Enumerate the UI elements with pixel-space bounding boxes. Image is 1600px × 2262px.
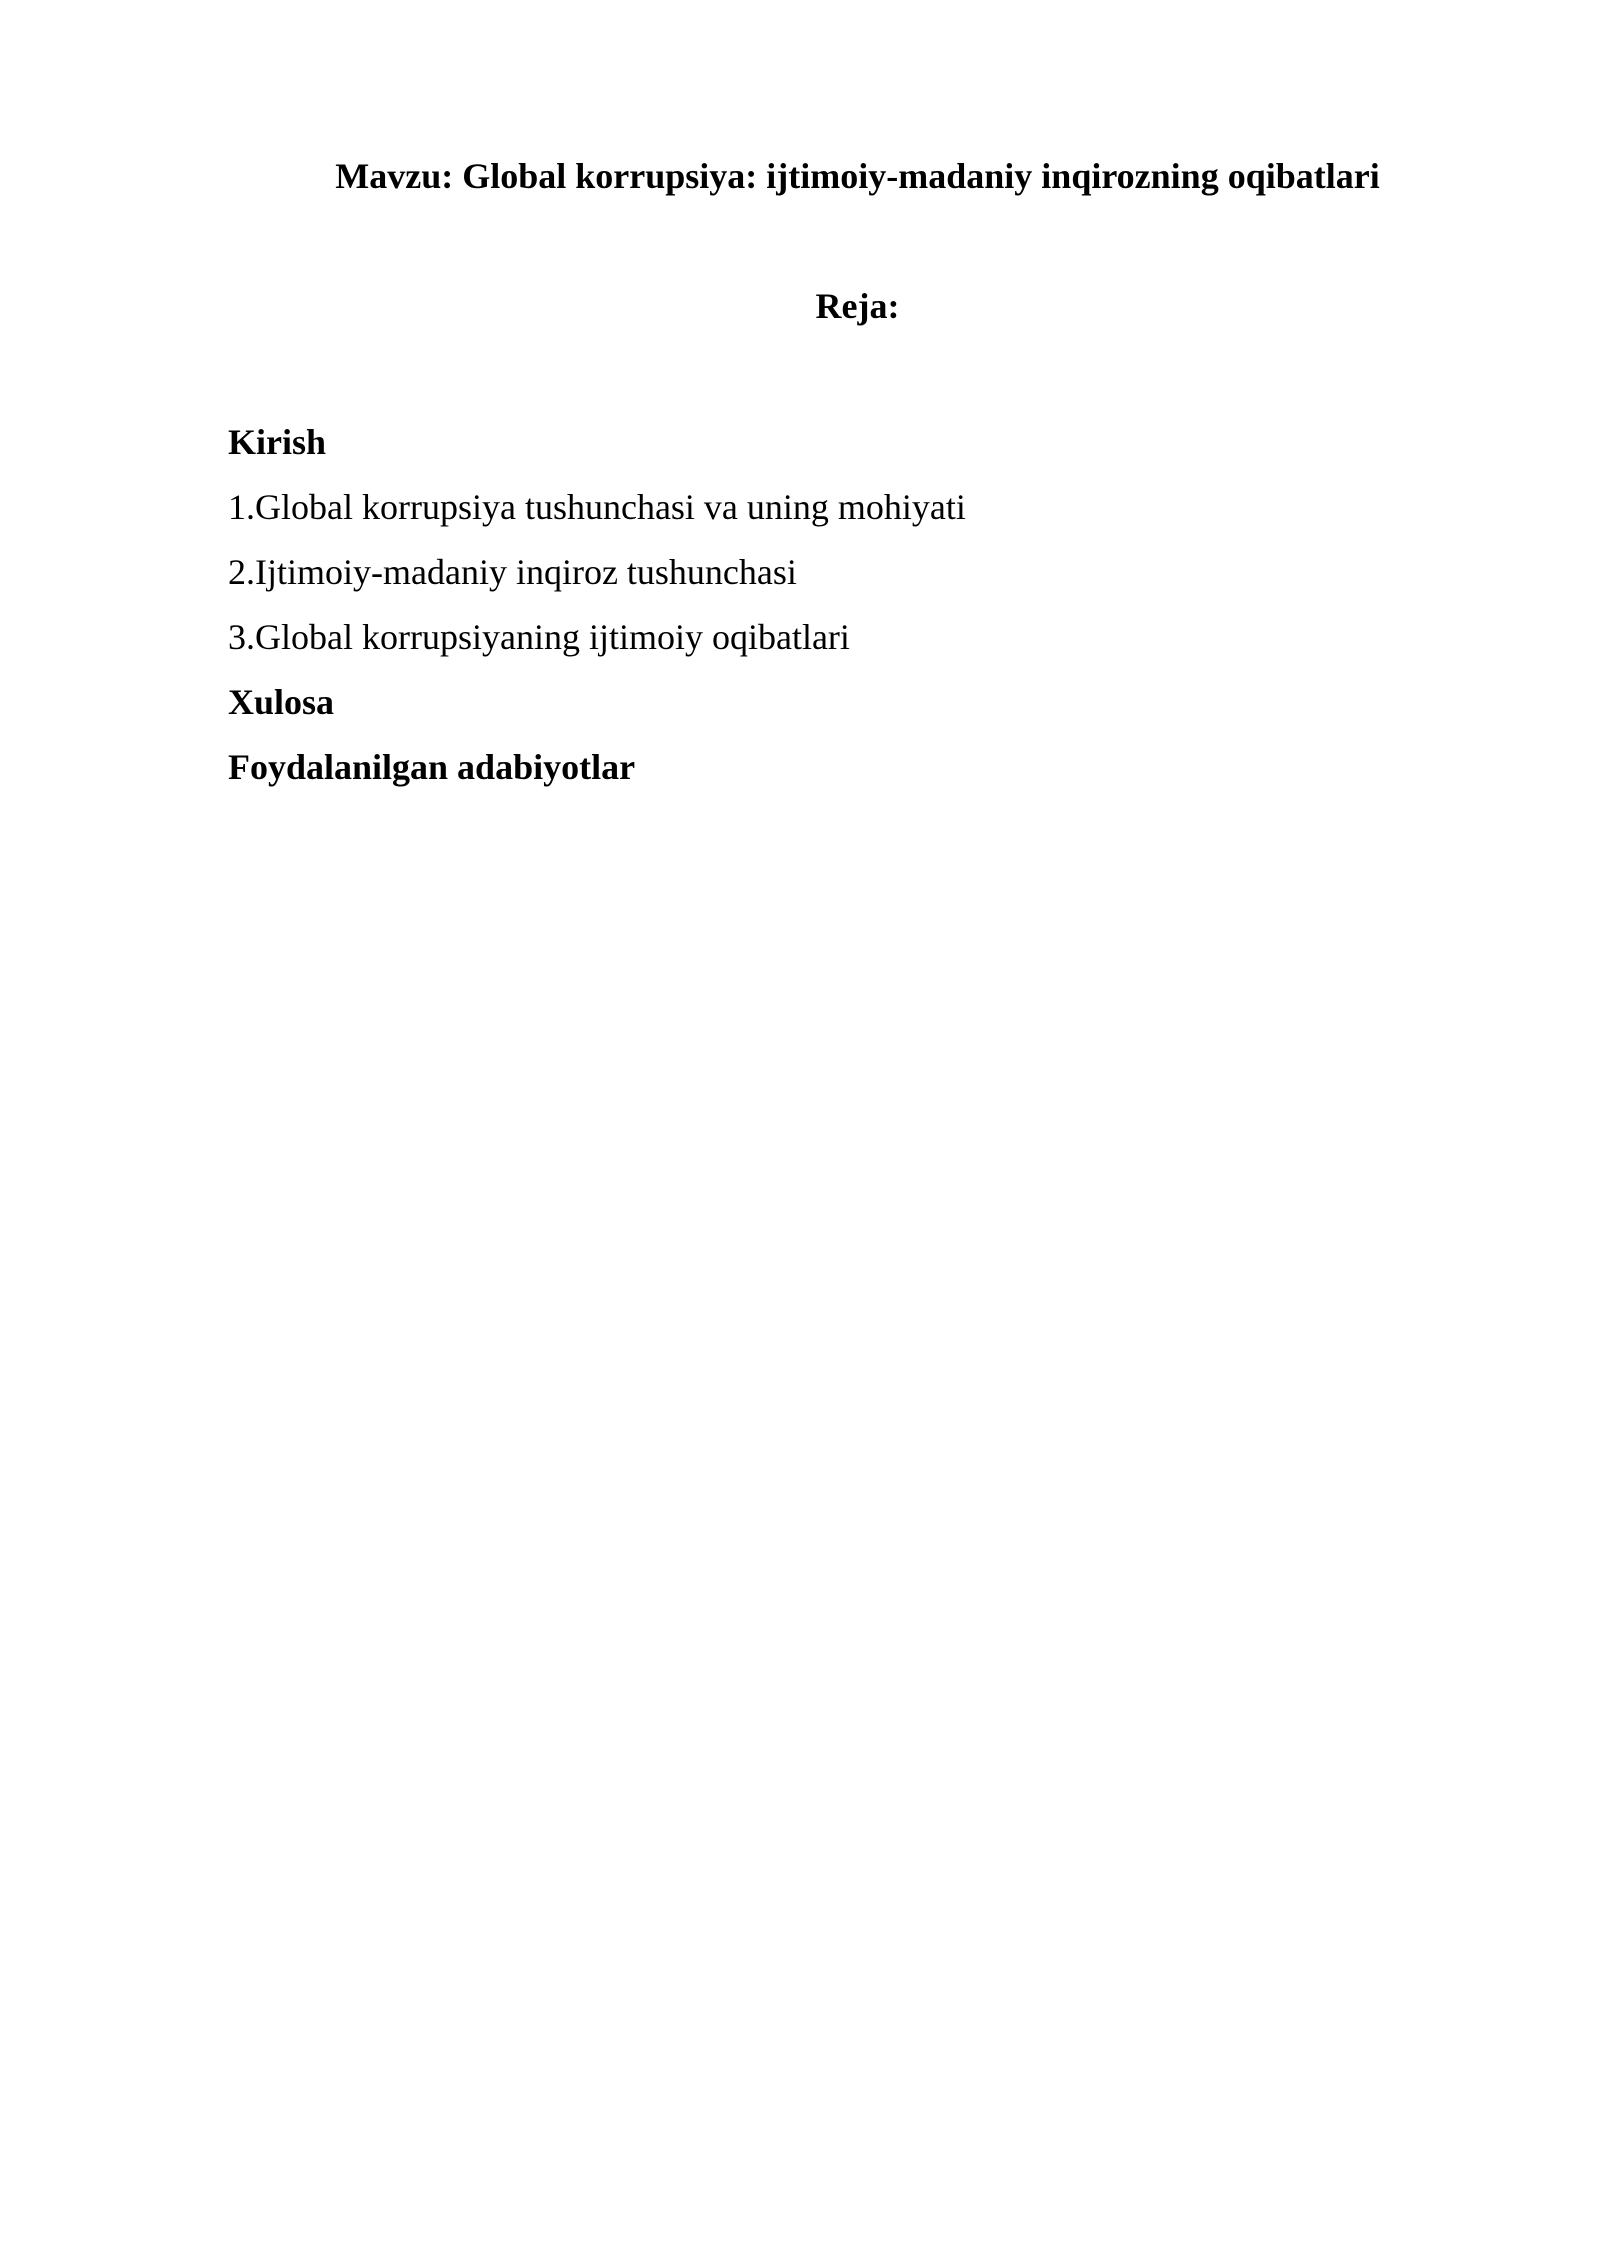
plan-item-2: 2.Ijtimoiy-madaniy inqiroz tushunchasi — [228, 552, 797, 592]
plan-item-intro: Kirish — [228, 422, 327, 462]
plan-item-3: 3.Global korrupsiyaning ijtimoiy oqibatlari — [228, 617, 850, 657]
document-title: Mavzu: Global korrupsiya: ijtimoiy-madaniy inqirozning oqibatlari — [335, 156, 1380, 196]
plan-item-references: Foydalanilgan adabiyotlar — [228, 747, 636, 787]
plan-item-conclusion: Xulosa — [228, 682, 335, 722]
plan-item-1: 1.Global korrupsiya tushunchasi va uning mohiyati — [228, 487, 966, 527]
plan-list — [228, 410, 1428, 800]
plan-heading: Reja: — [815, 286, 900, 326]
